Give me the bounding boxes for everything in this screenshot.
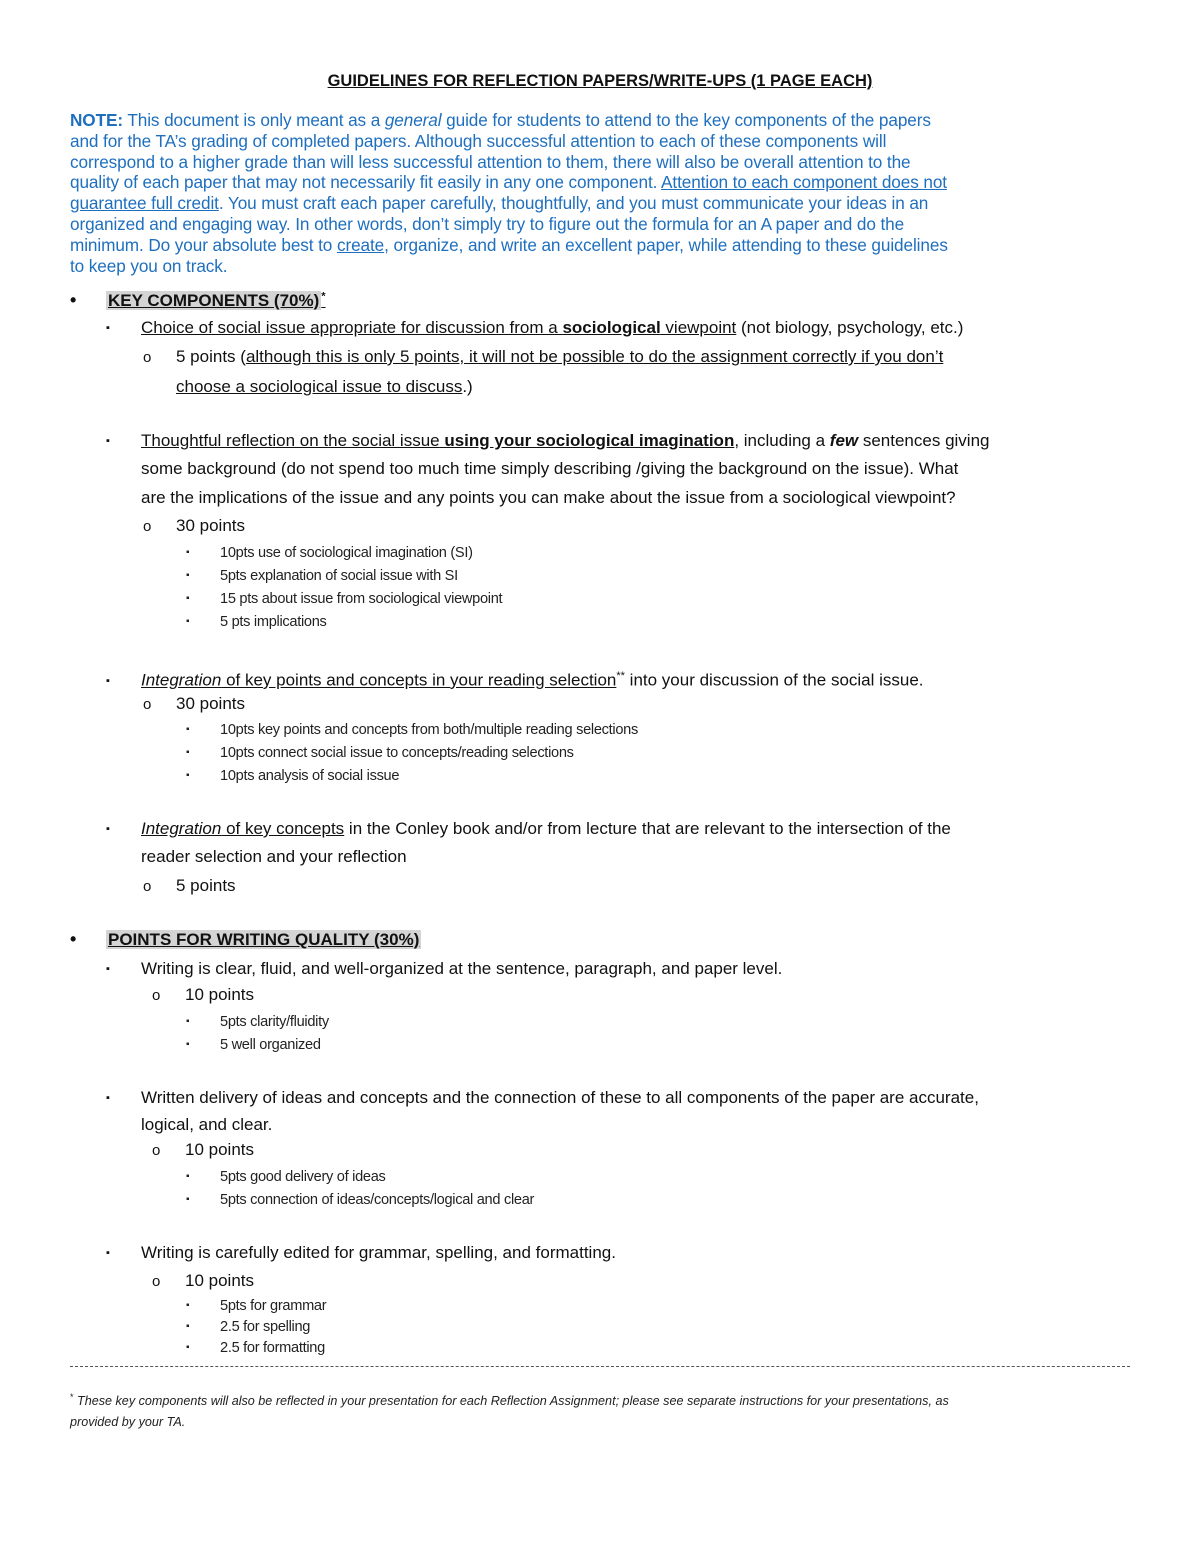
note-text: , organize, and write an excellent paper, while attending to these guidelines: [384, 234, 948, 255]
note-text-italic: general: [384, 110, 442, 130]
criterion-text-line: reader selection and your reflection: [141, 847, 407, 866]
criterion-text-bold: sociological: [562, 318, 661, 337]
bullet: ▪: [186, 616, 190, 627]
sub-point-text: 5pts connection of ideas/concepts/logical and clear: [220, 1192, 535, 1208]
sub-point-text: 5 well organized: [220, 1037, 321, 1053]
criterion-text: of key concepts: [221, 819, 345, 838]
points-text: 5 points: [176, 876, 236, 895]
sub-point-text: 5pts clarity/fluidity: [220, 1014, 329, 1030]
key-components-label: KEY COMPONENTS (70%): [108, 291, 320, 310]
bullet: ▪: [186, 1016, 190, 1027]
sub-point: [186, 743, 574, 763]
sub-point: [186, 766, 399, 786]
sub-point-text: 10pts use of sociological imagination (SI): [220, 545, 473, 561]
note-line: and for the TA’s grading of completed papers. Although successful attention to each of these components will: [70, 130, 887, 151]
points-text-underlined: although this is only 5 points, it will not be possible to do the assignment correctly if you don’t: [245, 347, 944, 366]
writing-quality-label: POINTS FOR WRITING QUALITY (30%): [108, 930, 420, 949]
criterion-text: (not biology, psychology, etc.): [736, 318, 964, 337]
bullet: ▪: [186, 593, 190, 604]
footnote: [70, 1387, 1130, 1433]
bullet: ▪: [186, 770, 190, 781]
criterion-text: of key points and concepts in your reading selection: [221, 670, 617, 690]
footnote-divider: [70, 1366, 1130, 1367]
bullet: ▪: [186, 1342, 190, 1353]
points-reading-integration: [143, 690, 245, 719]
bullet: ▪: [186, 1039, 190, 1050]
points-writing-clear: [152, 981, 254, 1010]
note-text-underlined: guarantee full credit: [70, 193, 219, 214]
points-text: 10 points: [185, 1140, 254, 1159]
sub-point: [186, 589, 502, 609]
criterion-social-issue-choice: [106, 314, 963, 342]
criterion-thoughtful-reflection: [106, 427, 990, 455]
criterion-text: Choice of social issue appropriate for discussion from a: [141, 318, 563, 337]
sub-point: [186, 1296, 326, 1316]
points-text: 10 points: [185, 1271, 254, 1290]
points-text: 5 points (: [176, 347, 246, 366]
note-line: correspond to a higher grade than will less successful attention to them, there will also be overall attention to the: [70, 151, 911, 172]
criterion-text: sentences giving: [858, 431, 990, 450]
sub-point: [186, 1035, 321, 1055]
bullet: ▪: [106, 1092, 110, 1104]
note-text-underlined: create: [336, 234, 385, 255]
sub-point-text: 10pts key points and concepts from both/multiple reading selections: [220, 722, 638, 738]
criterion-conley-integration: [106, 815, 951, 843]
criterion-text: Written delivery of ideas and concepts and the connection of these to all components of the paper are accurate,: [141, 1088, 979, 1107]
bullet: ▪: [186, 747, 190, 758]
bullet: ▪: [106, 674, 110, 687]
sub-point-text: 2.5 for spelling: [220, 1319, 311, 1335]
sub-point-text: 15 pts about issue from sociological viewpoint: [220, 591, 503, 607]
sub-point: [186, 1338, 325, 1358]
points-thoughtful-reflection: [143, 512, 245, 541]
bullet: ▪: [186, 1300, 190, 1311]
footnote-marker: *: [70, 1392, 74, 1402]
criterion-text: in the Conley book and/or from lecture that are relevant to the intersection of the: [344, 819, 951, 838]
criterion-text-italic: Integration: [141, 819, 222, 838]
sub-point: [186, 1317, 310, 1337]
sub-point: [186, 1167, 386, 1187]
sub-point: [186, 1190, 534, 1210]
footnote-text: These key components will also be reflected in your presentation for each Reflection Assignment; please see separate instructions for your presentations, as: [73, 1394, 949, 1409]
bullet: ▪: [186, 1321, 190, 1332]
footnote-text: provided by your TA.: [70, 1415, 186, 1430]
criterion-text-bold: using your sociological imagination: [439, 431, 735, 450]
bullet: o: [143, 696, 152, 713]
bullet: o: [143, 518, 152, 535]
points-conley-integration: [143, 872, 236, 901]
bullet: o: [152, 987, 161, 1004]
criterion-text-bold-italic: few: [829, 431, 859, 450]
criterion-writing-clear: [106, 955, 782, 983]
criterion-careful-editing: [106, 1239, 616, 1267]
bullet: ▪: [186, 724, 190, 735]
writing-quality-heading: [70, 929, 421, 950]
bullet: ▪: [186, 570, 190, 581]
criterion-text: into your discussion of the social issue.: [624, 670, 924, 690]
sub-point-text: 5 pts implications: [220, 614, 327, 630]
criterion-text-line: some background (do not spend too much time simply describing /giving the background on the issue). What: [141, 459, 959, 478]
criterion-text: , including a: [734, 431, 830, 450]
sub-point-text: 2.5 for formatting: [220, 1340, 325, 1356]
bullet: ▪: [106, 322, 110, 334]
criterion-text-line: logical, and clear.: [141, 1115, 273, 1134]
note-paragraph: [70, 110, 1130, 276]
points-text: 10 points: [185, 985, 254, 1004]
criterion-text: Thoughtful reflection on the social issue: [141, 431, 440, 450]
points-social-issue-choice-cont: [176, 373, 473, 401]
criterion-text: viewpoint: [660, 318, 737, 337]
bullet: o: [152, 1142, 161, 1159]
sub-point-text: 5pts explanation of social issue with SI: [220, 568, 458, 584]
document-title: GUIDELINES FOR REFLECTION PAPERS/WRITE-UPS (1 PAGE EACH): [327, 72, 873, 90]
sub-point: [186, 1012, 329, 1032]
sub-point: [186, 566, 458, 586]
sub-point: [186, 720, 638, 740]
bullet: ▪: [186, 547, 190, 558]
sub-point-text: 5pts for grammar: [220, 1298, 327, 1314]
sub-point-text: 10pts analysis of social issue: [220, 768, 400, 784]
sub-point: [186, 612, 327, 632]
bullet: ▪: [106, 1247, 110, 1259]
points-social-issue-choice: [143, 343, 943, 372]
note-line: organized and engaging way. In other words, don’t simply try to figure out the formula for an A paper and do the: [70, 213, 905, 234]
note-text: minimum. Do your absolute best to: [70, 234, 337, 255]
section-bullet: •: [70, 290, 77, 310]
criterion-text-italic: Integration: [141, 670, 222, 690]
bullet: ▪: [186, 1194, 190, 1205]
sub-point-text: 10pts connect social issue to concepts/reading selections: [220, 745, 574, 761]
criterion-written-delivery: [106, 1084, 979, 1112]
points-text-underlined: choose a sociological issue to discuss: [176, 377, 463, 396]
note-text: quality of each paper that may not necessarily fit easily in any one component.: [70, 172, 662, 193]
criterion-text-line: are the implications of the issue and any points you can make about the issue from a sociological viewpoint?: [141, 488, 956, 507]
note-text-underlined: Attention to each component does not: [661, 172, 947, 193]
note-label: NOTE:: [70, 110, 123, 130]
footnote-marker: *: [321, 290, 326, 303]
bullet: o: [152, 1273, 161, 1290]
bullet: ▪: [106, 823, 110, 835]
bullet: o: [143, 878, 152, 895]
criterion-text: Writing is clear, fluid, and well-organized at the sentence, paragraph, and paper level.: [141, 959, 783, 978]
footnote-marker: **: [616, 670, 625, 682]
sub-point-text: 5pts good delivery of ideas: [220, 1169, 386, 1185]
bullet: o: [143, 349, 152, 366]
note-text: This document is only meant as a: [122, 110, 385, 130]
sub-point: [186, 543, 473, 563]
note-text: guide for students to attend to the key components of the papers: [441, 110, 931, 130]
points-text: 30 points: [176, 694, 245, 713]
note-text: . You must craft each paper carefully, thoughtfully, and you must communicate your ideas in an: [218, 193, 929, 214]
points-careful-editing: [152, 1267, 254, 1296]
bullet: ▪: [106, 963, 110, 975]
section-bullet: •: [70, 929, 77, 949]
bullet: ▪: [186, 1171, 190, 1182]
key-components-heading: [70, 290, 326, 311]
points-text: .): [462, 377, 473, 396]
points-text: 30 points: [176, 516, 245, 535]
bullet: ▪: [106, 435, 110, 447]
points-written-delivery: [152, 1136, 254, 1165]
note-line: to keep you on track.: [70, 255, 228, 276]
criterion-text: Writing is carefully edited for grammar, spelling, and formatting.: [141, 1243, 616, 1262]
